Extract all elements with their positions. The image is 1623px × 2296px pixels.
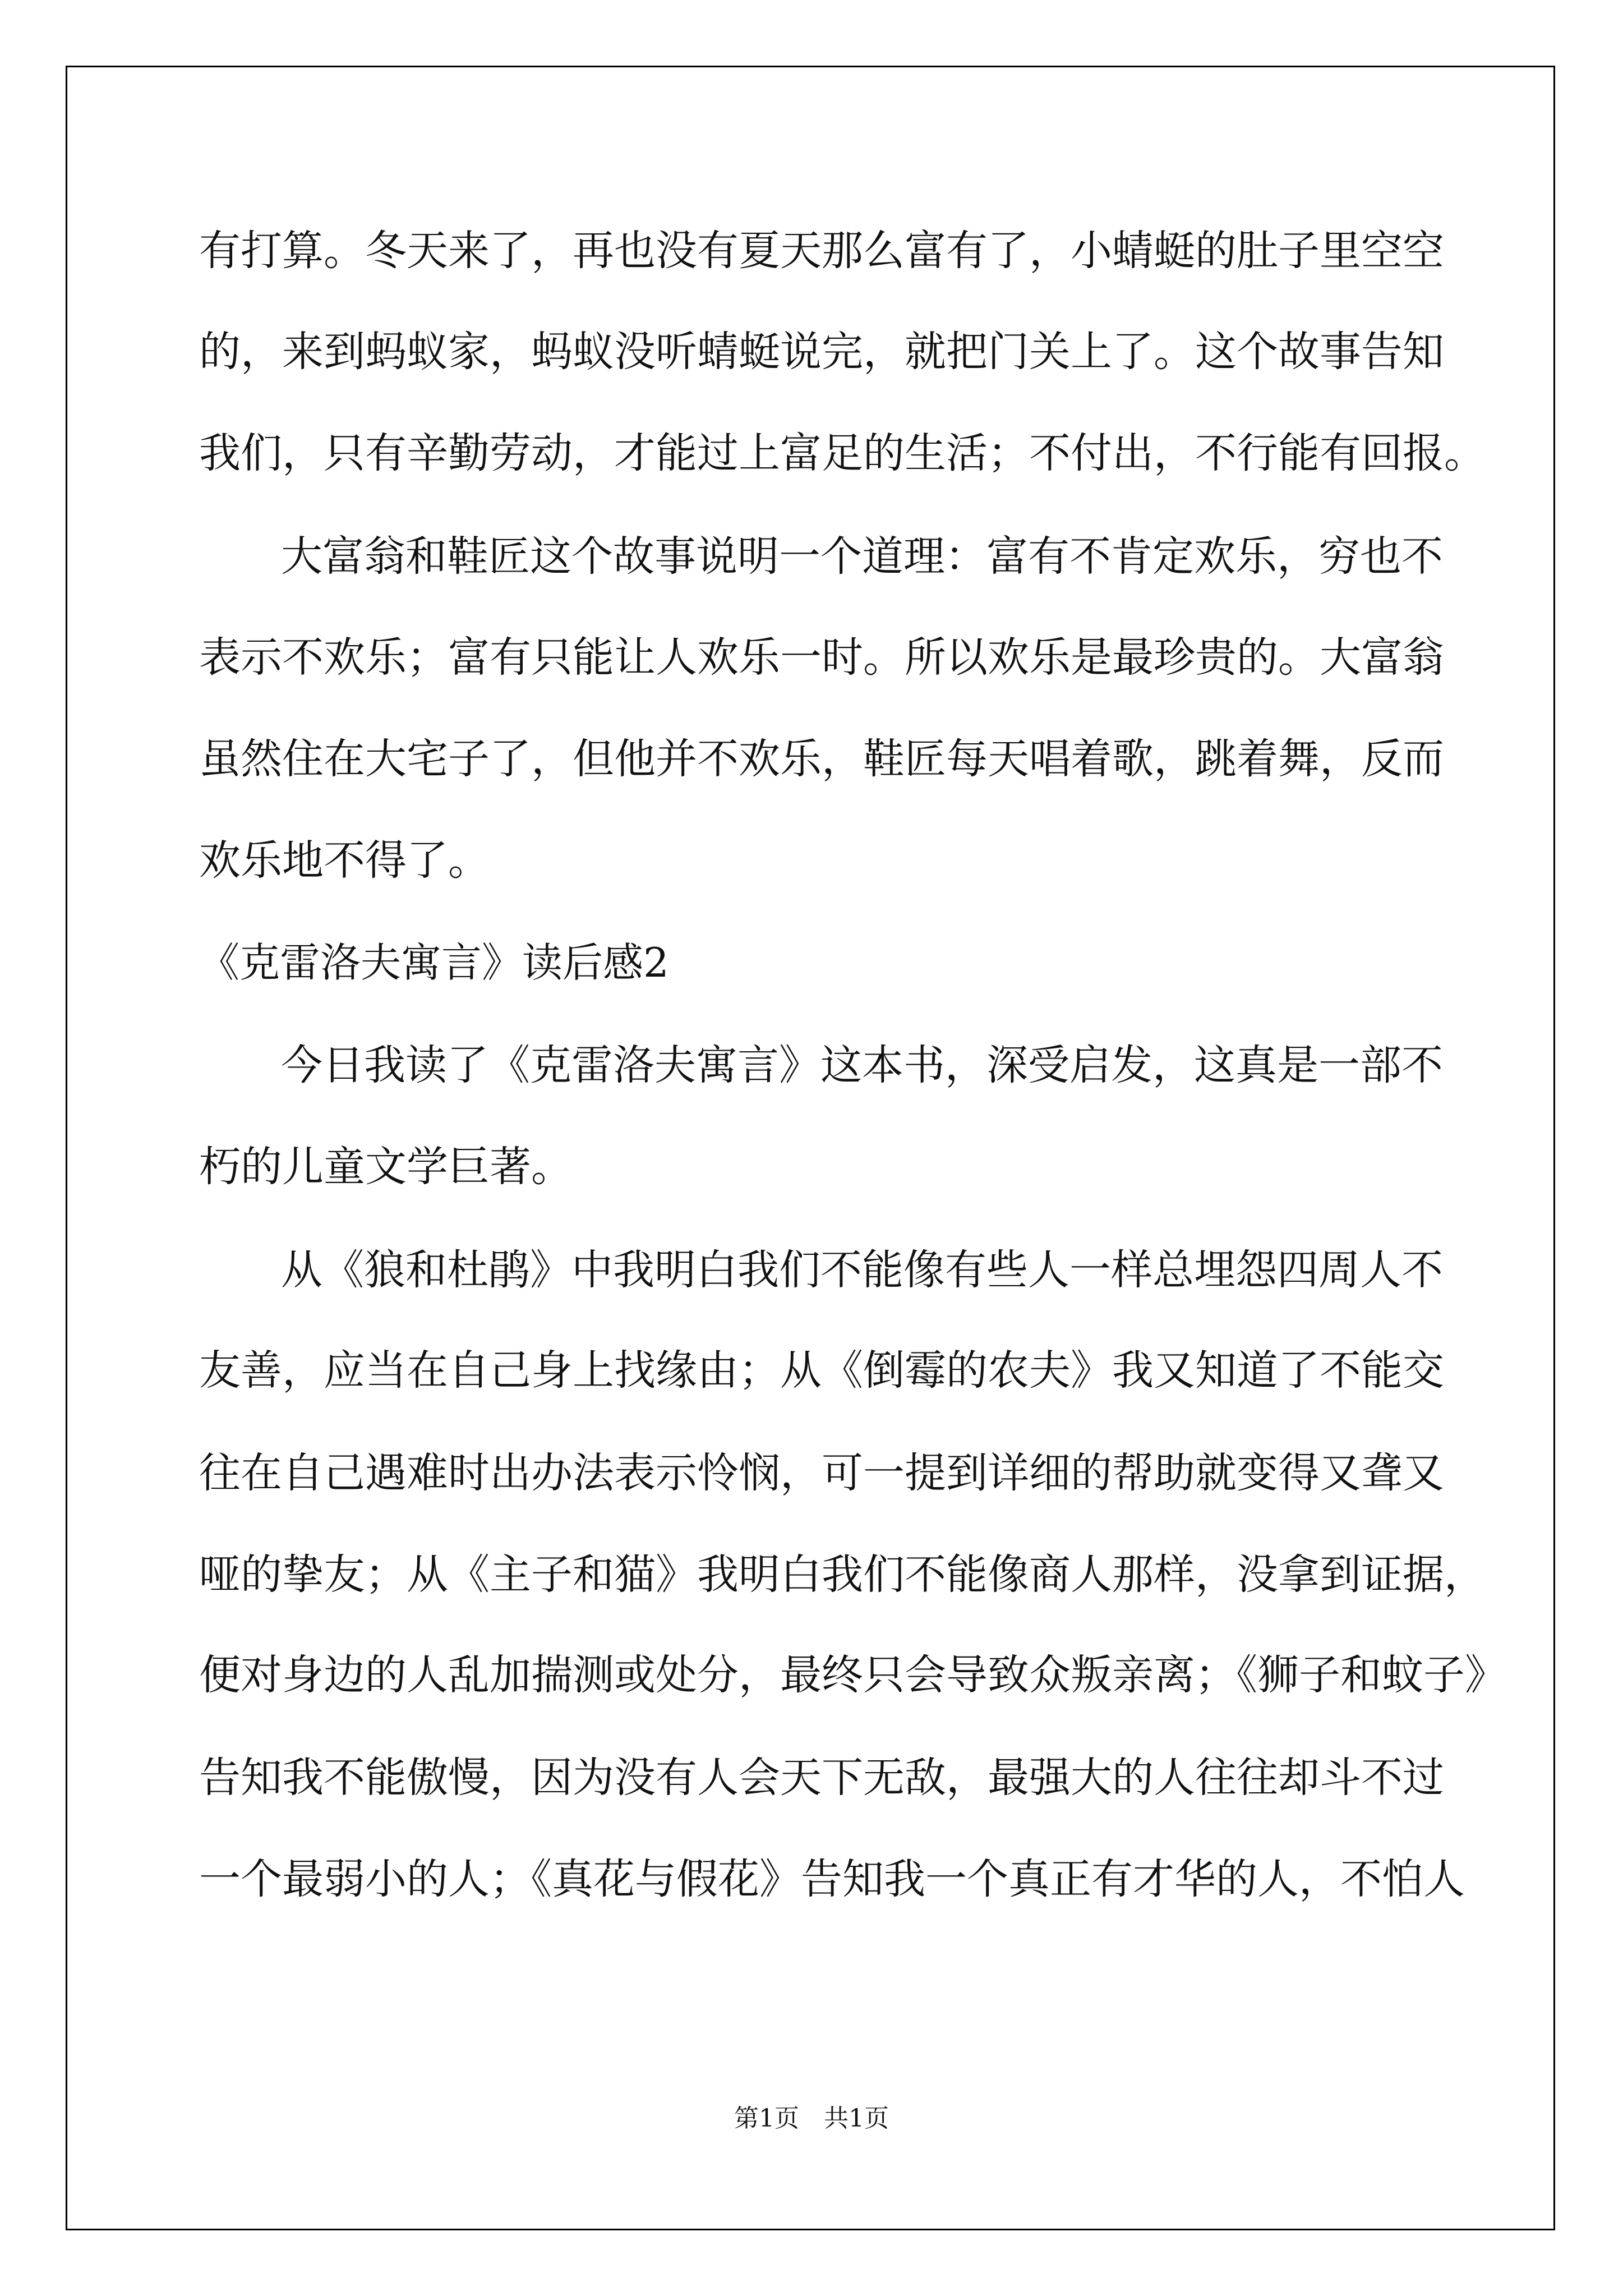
text-line-1: 有打算。冬天来了，再也没有夏天那么富有了，小蜻蜓的肚子里空空 [199, 227, 1444, 275]
text-line-5: 表示不欢乐；富有只能让人欢乐一时。所以欢乐是最珍贵的。大富翁 [199, 633, 1444, 682]
text-line-13: 往在自己遇难时出办法表示怜悯，可一提到详细的帮助就变得又聋又 [199, 1449, 1444, 1497]
text-line-16: 告知我不能傲慢，因为没有人会天下无敌，最强大的人往往却斗不过 [199, 1754, 1444, 1802]
text-line-4: 大富翁和鞋匠这个故事说明一个道理：富有不肯定欢乐，穷也不 [281, 532, 1443, 581]
text-line-14: 哑的挚友；从《主子和猫》我明白我们不能像商人那样，没拿到证据， [199, 1550, 1486, 1599]
page-footer: 第1页 共1页 [734, 2104, 889, 2133]
text-line-17: 一个最弱小的人；《真花与假花》告知我一个真正有才华的人，不怕人 [199, 1855, 1465, 1903]
section-heading: 《克雷洛夫寓言》读后感2 [199, 939, 669, 986]
text-line-3: 我们，只有辛勤劳动，才能过上富足的生活；不付出，不行能有回报。 [199, 429, 1486, 477]
text-line-6: 虽然住在大宅子了，但他并不欢乐，鞋匠每天唱着歌，跳着舞，反而 [199, 735, 1444, 783]
text-line-15: 便对身边的人乱加揣测或处分，最终只会导致众叛亲离；《狮子和蚊子》 [199, 1651, 1506, 1699]
text-line-12: 友善，应当在自己身上找缘由；从《倒霉的农夫》我又知道了不能交 [199, 1346, 1444, 1395]
text-line-7: 欢乐地不得了。 [199, 836, 490, 885]
text-line-11: 从《狼和杜鹃》中我明白我们不能像有些人一样总埋怨四周人不 [281, 1246, 1443, 1294]
text-line-10: 朽的儿童文学巨著。 [199, 1143, 573, 1191]
text-line-2: 的，来到蚂蚁家，蚂蚁没听蜻蜓说完，就把门关上了。这个故事告知 [199, 328, 1444, 376]
text-line-9: 今日我读了《克雷洛夫寓言》这本书，深受启发，这真是一部不 [281, 1041, 1443, 1089]
